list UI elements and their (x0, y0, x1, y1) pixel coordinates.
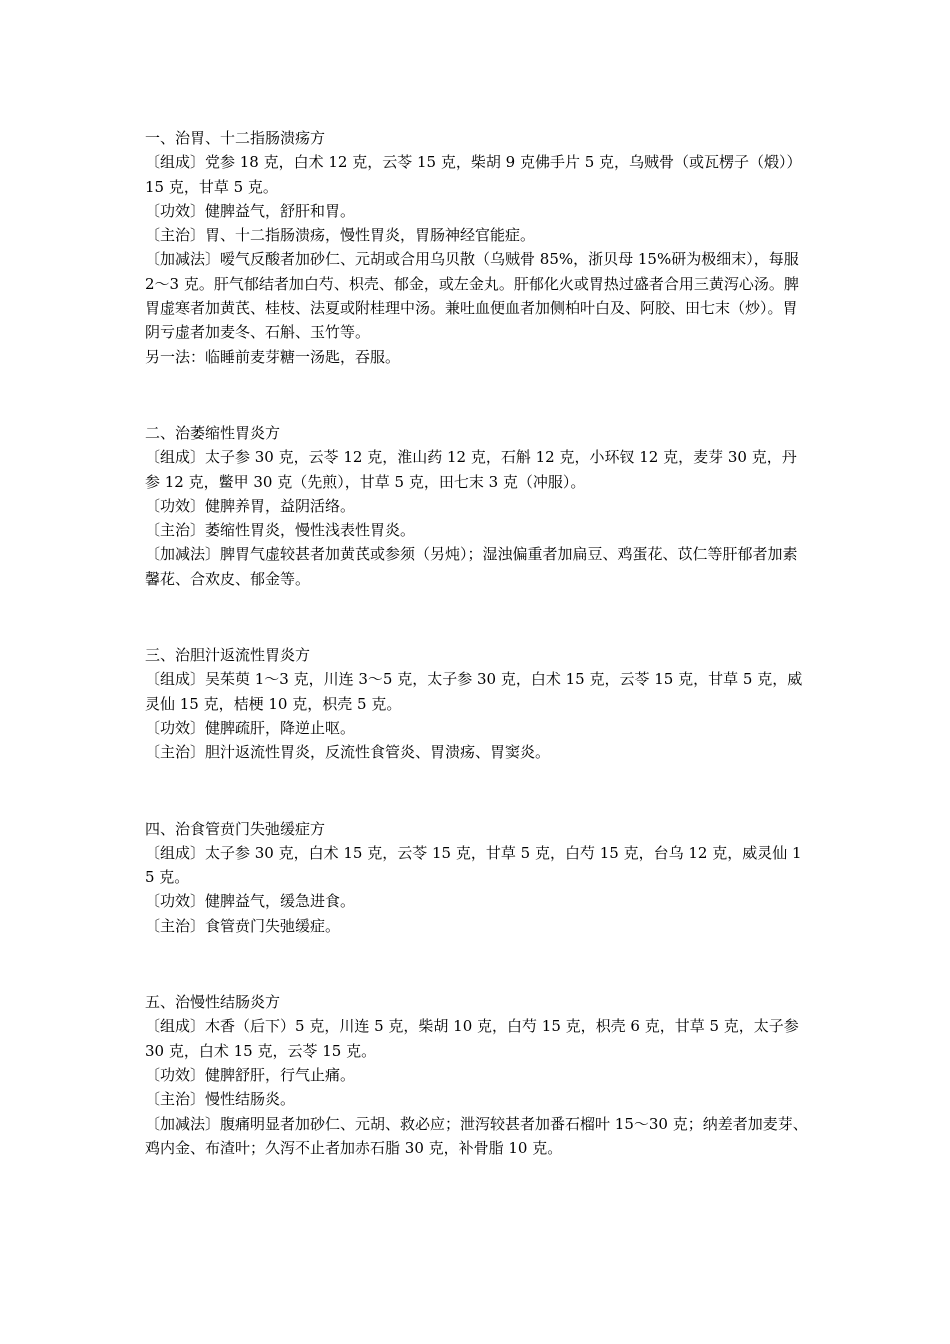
document-page (145, 126, 810, 1160)
composition-text: 〔组成〕太子参 30 克，云苓 12 克，淮山药 12 克，石斛 12 克，小环钗 12 克，麦芽 30 克，丹参 12 克，鳖甲 30 克（先煎），甘草 5 克，田七末 3 克（冲服）。 (145, 448, 797, 491)
modification-text: 〔加减法〕嗳气反酸者加砂仁、元胡或合用乌贝散（乌贼骨 85%，浙贝母 15%研为极细末），每服 2～3 克。肝气郁结者加白芍、枳壳、郁金，或左金丸。肝郁化火或胃热过盛者合用三黄泻心汤。脾胃虚寒者加黄芪、桂枝、法夏或附桂理中汤。兼吐血便血者加侧柏叶白及、阿胶、田七末（炒）。胃阴亏虚者加麦冬、石斛、玉竹等。 (145, 250, 799, 342)
composition-text: 〔组成〕党参 18 克，白术 12 克，云苓 15 克，柴胡 9 克佛手片 5 克，乌贼骨（或瓦楞子（煅））15 克，甘草 5 克。 (145, 153, 802, 196)
modification-text: 〔加减法〕腹痛明显者加砂仁、元胡、救必应；泄泻较甚者加番石榴叶 15～30 克；纳差者加麦芽、鸡内金、布渣叶；久泻不止者加赤石脂 30 克，补骨脂 10 克。 (145, 1114, 808, 1157)
composition-text: 〔组成〕木香（后下）5 克，川连 5 克，柴胡 10 克，白芍 15 克，枳壳 6 克，甘草 5 克，太子参 30 克，白术 15 克，云苓 15 克。 (145, 1017, 799, 1060)
composition-text: 〔组成〕太子参 30 克，白术 15 克，云苓 15 克，甘草 5 克，白芍 15 克，台乌 12 克，威灵仙 15 克。 (145, 843, 802, 887)
section-heading: 三、治胆汁返流性胃炎方 (145, 646, 311, 665)
efficacy-text: 〔功效〕健脾疏肝，降逆止呕。 (145, 718, 356, 737)
efficacy-text: 〔功效〕健脾益气，缓急进食。 (145, 892, 356, 911)
section-atrophic-gastritis-formula (145, 421, 810, 591)
indication-text: 〔主治〕萎缩性胃炎，慢性浅表性胃炎。 (145, 521, 416, 540)
efficacy-text: 〔功效〕健脾养胃，益阴活络。 (145, 496, 356, 515)
section-achalasia-formula (145, 817, 810, 938)
section-heading: 一、治胃、十二指肠溃疡方 (145, 129, 326, 147)
section-heading: 五、治慢性结肠炎方 (145, 993, 281, 1012)
indication-text: 〔主治〕胆汁返流性胃炎，反流性食管炎、胃溃疡、胃窦炎。 (145, 743, 551, 762)
indication-text: 〔主治〕慢性结肠炎。 (145, 1090, 296, 1109)
alternative-method-text: 另一法：临睡前麦芽糖一汤匙，吞服。 (145, 347, 401, 366)
section-heading: 二、治萎缩性胃炎方 (145, 423, 281, 442)
indication-text: 〔主治〕胃、十二指肠溃疡，慢性胃炎，胃肠神经官能症。 (145, 226, 536, 245)
indication-text: 〔主治〕食管贲门失弛缓症。 (145, 916, 341, 935)
section-ulcer-formula (145, 126, 810, 369)
modification-text: 〔加减法〕脾胃气虚较甚者加黄芪或参须（另炖）；湿浊偏重者加扁豆、鸡蛋花、苡仁等肝郁者加素馨花、合欢皮、郁金等。 (145, 545, 798, 588)
efficacy-text: 〔功效〕健脾益气，舒肝和胃。 (145, 201, 356, 220)
composition-text: 〔组成〕吴茱萸 1～3 克，川连 3～5 克，太子参 30 克，白术 15 克，云苓 15 克，甘草 5 克，威灵仙 15 克，桔梗 10 克，枳壳 5 克。 (145, 670, 803, 713)
section-colitis-formula (145, 990, 810, 1160)
efficacy-text: 〔功效〕健脾舒肝，行气止痛。 (145, 1065, 356, 1084)
section-bile-reflux-formula (145, 643, 810, 764)
section-heading: 四、治食管贲门失弛缓症方 (145, 819, 326, 838)
